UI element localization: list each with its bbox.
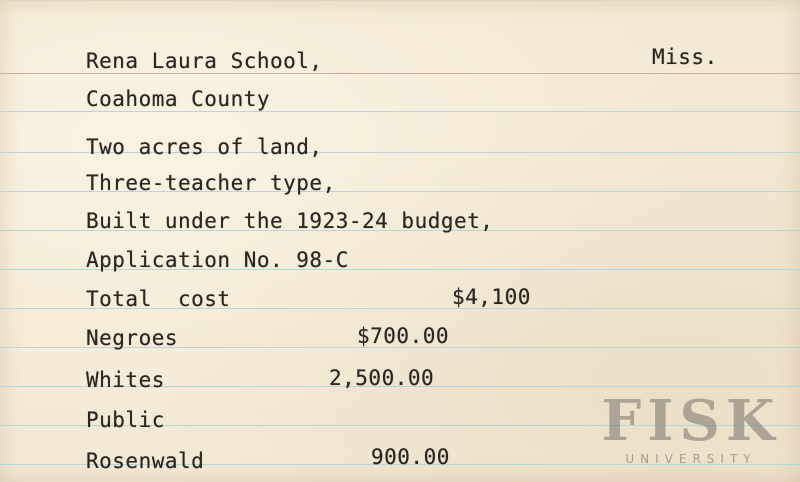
ruled-line <box>0 111 800 112</box>
school-type-line: Three-teacher type, <box>86 171 336 195</box>
application-line: Application No. 98-C <box>86 248 349 272</box>
contribution-label: Negroes <box>86 326 179 350</box>
school-name: Rena Laura School, <box>86 49 323 73</box>
county-line: Coahoma County <box>86 87 271 111</box>
watermark-subtitle: UNIVERSITY <box>625 452 757 466</box>
contribution-value: $700.00 <box>357 324 450 348</box>
contribution-label: Public <box>86 408 165 432</box>
fisk-university-watermark <box>596 388 786 471</box>
budget-line: Built under the 1923-24 budget, <box>86 209 494 233</box>
total-cost-label: Total cost <box>86 287 231 311</box>
contribution-label: Rosenwald <box>86 449 205 473</box>
watermark-name: FISK <box>601 388 781 454</box>
contribution-value: 2,500.00 <box>329 366 435 390</box>
state-label: Miss. <box>652 45 718 69</box>
contribution-value: 900.00 <box>371 445 450 469</box>
land-line: Two acres of land, <box>86 135 323 159</box>
contribution-label: Whites <box>86 368 165 392</box>
red-margin-rule <box>0 73 800 74</box>
total-cost-value: $4,100 <box>452 285 531 309</box>
